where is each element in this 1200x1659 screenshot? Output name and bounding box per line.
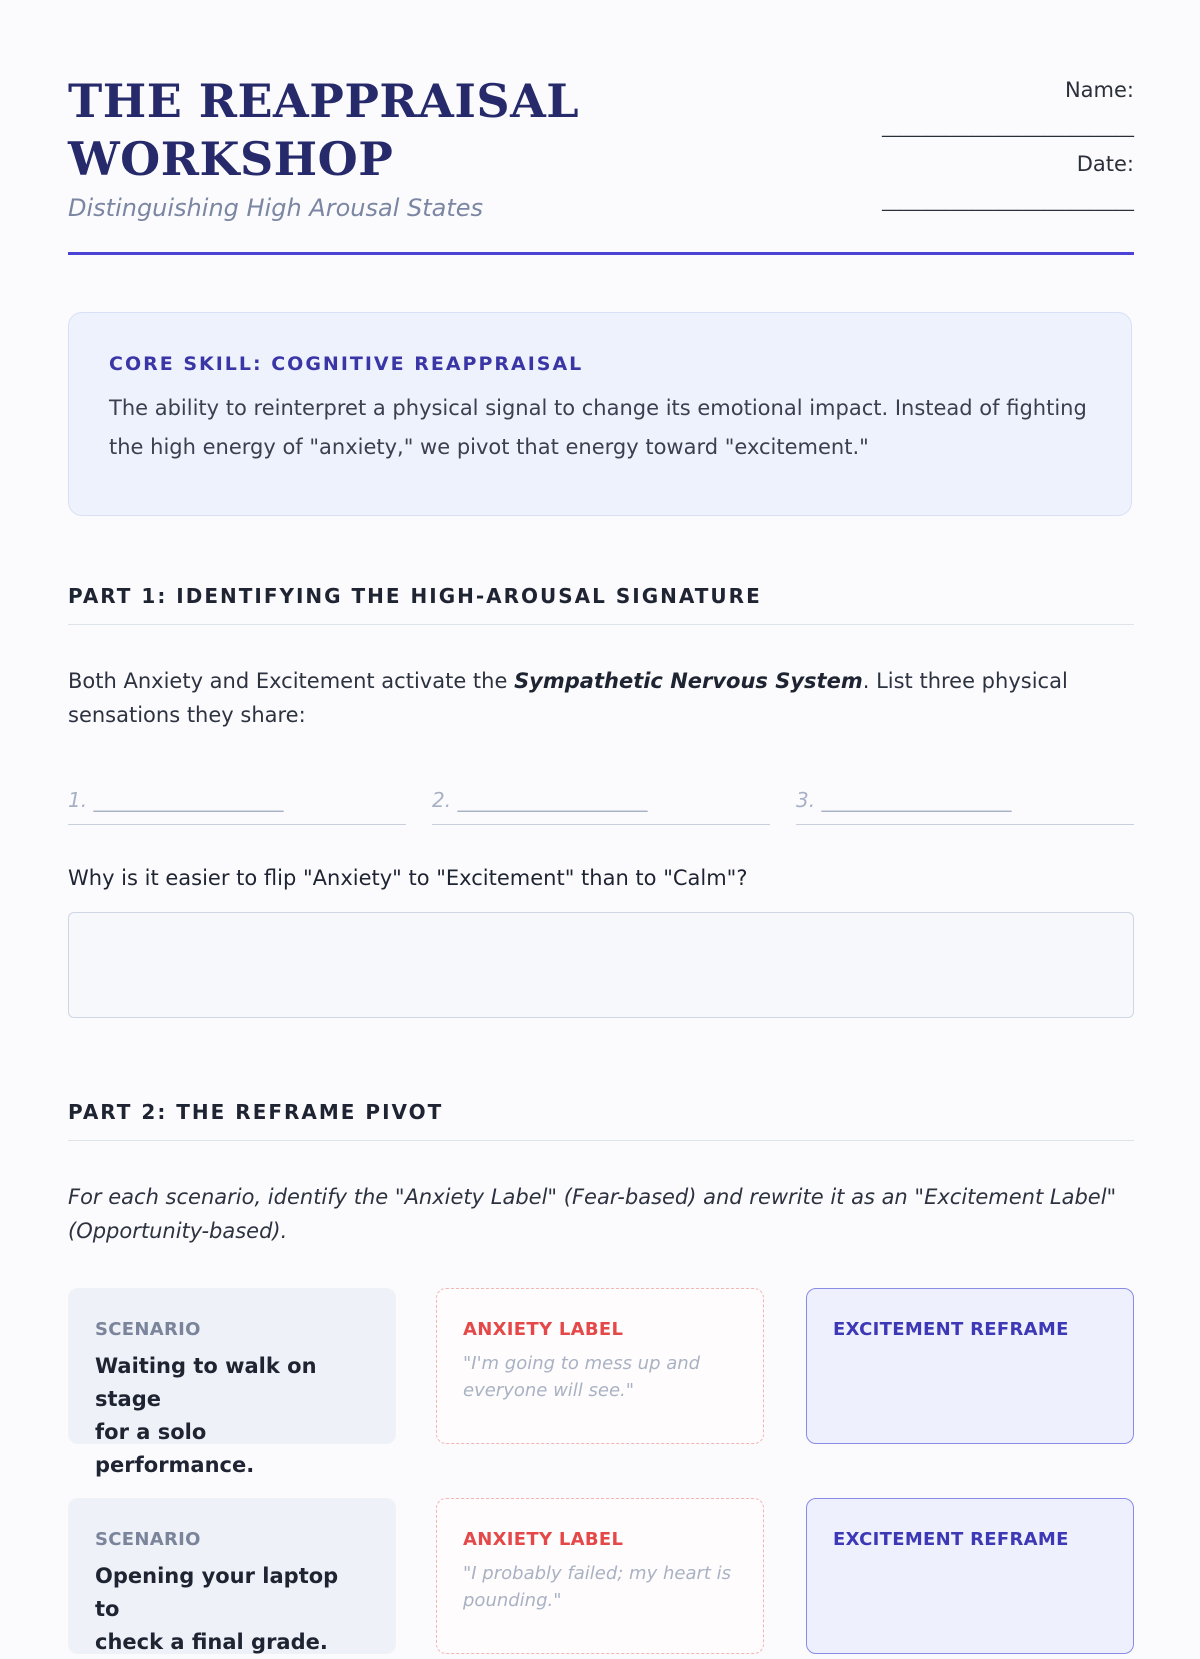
- part-1-intro-line-2: sensations they share:: [68, 703, 306, 727]
- title-line-2: WORKSHOP: [68, 132, 394, 186]
- title-block: [68, 72, 708, 224]
- scenario-text-line-2: for a solo performance.: [95, 1420, 255, 1477]
- part-1-divider: [68, 624, 1134, 625]
- excitement-reframe-cell[interactable]: [806, 1288, 1134, 1444]
- worksheet-page: [68, 0, 1134, 1654]
- excitement-reframe-heading: EXCITEMENT REFRAME: [833, 1529, 1069, 1550]
- scenario-row: [68, 1498, 1134, 1656]
- title-line-1: THE REAPPRAISAL: [68, 74, 580, 128]
- anxiety-label-cell: [436, 1498, 764, 1654]
- anxiety-quote-line-1: "I probably failed; my heart is: [463, 1563, 732, 1584]
- worksheet-title: [68, 72, 708, 188]
- anxiety-quote: [463, 1560, 737, 1614]
- anxiety-quote: [463, 1350, 737, 1404]
- scenario-text-line-1: Opening your laptop to: [95, 1564, 339, 1621]
- scenario-text: [95, 1560, 369, 1659]
- scenario-text-line-2: check a final grade.: [95, 1630, 328, 1654]
- excitement-reframe-cell[interactable]: [806, 1498, 1134, 1654]
- core-skill-title: CORE SKILL: COGNITIVE REAPPRAISAL: [109, 353, 584, 375]
- scenario-text: [95, 1350, 369, 1482]
- anxiety-quote-line-1: "I'm going to mess up and: [463, 1353, 701, 1374]
- anxiety-label-heading: ANXIETY LABEL: [463, 1319, 624, 1340]
- part-1-intro-emphasis: Sympathetic Nervous System: [514, 669, 863, 693]
- scenario-text-line-1: Waiting to walk on stage: [95, 1354, 317, 1411]
- anxiety-label-heading: ANXIETY LABEL: [463, 1529, 624, 1550]
- part-1-intro-text: Both Anxiety and Excitement activate the: [68, 669, 515, 693]
- sensation-blanks: [68, 782, 1134, 826]
- core-skill-line-2: the high energy of "anxiety," we pivot that energy toward "excitement.": [109, 435, 869, 459]
- date-label: Date:: [1076, 152, 1134, 176]
- header-divider: [68, 252, 1134, 255]
- scenario-label: SCENARIO: [95, 1319, 201, 1340]
- part-2-heading: PART 2: THE REFRAME PIVOT: [68, 1100, 444, 1124]
- excitement-reframe-heading: EXCITEMENT REFRAME: [833, 1319, 1069, 1340]
- name-label: Name:: [1064, 78, 1134, 102]
- sensation-blank-3[interactable]: 3. ___________________: [796, 782, 1134, 825]
- scenario-cell: [68, 1498, 396, 1654]
- anxiety-quote-line-2: everyone will see.": [463, 1380, 635, 1401]
- sensation-blank-1[interactable]: 1. ___________________: [68, 782, 406, 825]
- scenario-row: [68, 1288, 1134, 1477]
- date-field[interactable]: ____________________________: [882, 191, 1134, 212]
- anxiety-quote-line-2: pounding.": [463, 1590, 562, 1611]
- worksheet-subtitle: Distinguishing High Arousal States: [68, 194, 484, 222]
- scenario-cell: [68, 1288, 396, 1477]
- sensation-blank-2[interactable]: 2. ___________________: [432, 782, 770, 825]
- core-skill-card: [68, 312, 1132, 516]
- part-1-question: Why is it easier to flip "Anxiety" to "Excitement" than to "Calm"?: [68, 866, 748, 890]
- name-date-fields: [804, 72, 1134, 220]
- part-1-intro-text-after: . List three physical: [862, 669, 1068, 693]
- scenario-label: SCENARIO: [95, 1529, 201, 1550]
- part-1-intro: [68, 664, 1078, 732]
- part-1-heading: PART 1: IDENTIFYING THE HIGH-AROUSAL SIGNATURE: [68, 584, 762, 608]
- part-2-instructions: [68, 1180, 1134, 1248]
- part-2-instructions-line-2: (Opportunity-based).: [68, 1219, 288, 1243]
- worksheet-header: [68, 72, 1134, 257]
- name-field[interactable]: ____________________________: [882, 117, 1134, 138]
- anxiety-label-cell: [436, 1288, 764, 1444]
- core-skill-description: [109, 389, 1091, 467]
- core-skill-line-1: The ability to reinterpret a physical signal to change its emotional impact. Instead of fighting: [109, 396, 1087, 420]
- part-2-instructions-line-1: For each scenario, identify the "Anxiety Label" (Fear-based) and rewrite it as an "Excitement Label": [68, 1185, 1117, 1209]
- part-1-answer-box[interactable]: [68, 912, 1134, 1018]
- part-2-divider: [68, 1140, 1134, 1141]
